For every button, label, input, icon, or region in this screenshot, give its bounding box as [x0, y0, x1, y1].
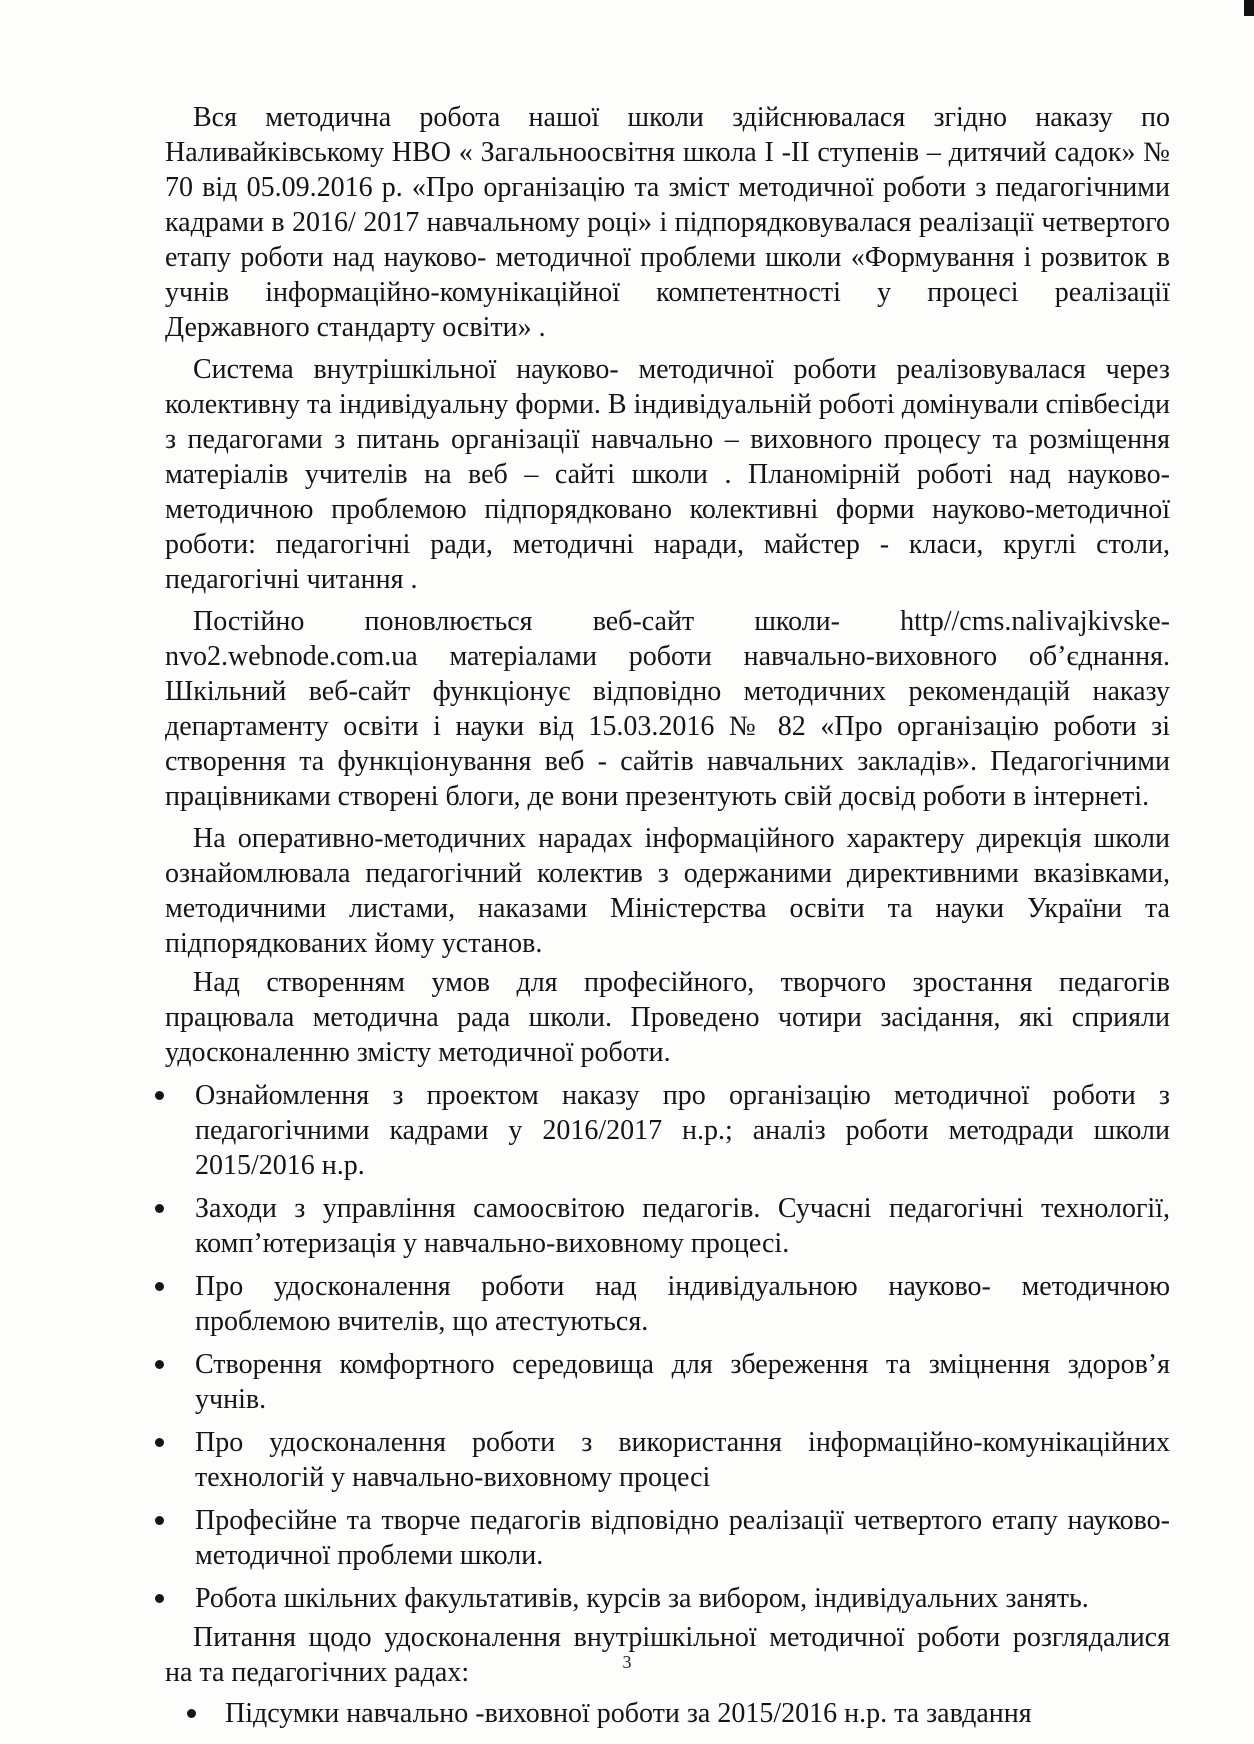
bullet-icon [155, 1516, 164, 1525]
list-item-text: Про удосконалення роботи над індивідуальною науково- методичною проблемою вчителів, що атестуються. [195, 1271, 1170, 1337]
bullet-icon [187, 1709, 196, 1718]
page-number: 3 [622, 1652, 632, 1672]
list-item-text: Створення комфортного середовища для збереження та зміцнення здоров’я учнів. [195, 1349, 1170, 1415]
bullet-icon [155, 1438, 164, 1447]
list-item [165, 1347, 1170, 1417]
paragraph-website: Постійно поновлюється веб-сайт школи- http//cms.nalivajkivske-nvo2.webnode.com.ua матеріалами роботи навчально-виховного об’єднання. Шкільний веб-сайт функціонує відповідно методичних рекомендацій наказу департаменту освіти і науки від 15.03.2016 № 82 «Про організацію роботи зі створення та функціонування веб - сайтів навчальних закладів». Педагогічними працівниками створені блоги, де вони презентують свій досвід роботи в інтернеті. [165, 606, 1170, 812]
pedagogical-council-list [165, 1696, 1170, 1731]
list-item [165, 1191, 1170, 1261]
paragraph-system: Система внутрішкільної науково- методичної роботи реалізовувалася через колективну та індивідуальну форми. В індивідуальній роботі домінували співбесіди з педагогами з питань організації навчально – виховного процесу та розміщення матеріалів учителів на веб – сайті школи . Планомірній роботі над науково- методичною проблемою підпорядковано колективні форми науково-методичної роботи: педагогічні ради, методичні наради, майстер - класи, круглі столи, педагогічні читання . [165, 354, 1170, 595]
list-item [165, 1078, 1170, 1183]
bullet-icon [155, 1282, 164, 1291]
list-item-text: Професійне та творче педагогів відповідно реалізації четвертого етапу науково-методичної проблеми школи. [195, 1505, 1170, 1571]
list-item-text: Робота шкільних факультативів, курсів за вибором, індивідуальних занять. [195, 1583, 1089, 1614]
paragraph-meetings: На оперативно-методичних нарадах інформаційного характеру дирекція школи ознайомлювала педагогічний колектив з одержаними директивними вказівками, методичними листами, наказами Міністерства освіти та науки України та підпорядкованих йому установ. [165, 823, 1170, 959]
bullet-icon [155, 1360, 164, 1369]
council-topics-list [165, 1078, 1170, 1616]
paragraph-methodical-work: Вся методична робота нашої школи здійснювалася згідно наказу по Наливайківському НВО « Загальноосвітня школа І -ІІ ступенів – дитячий садок» № 70 від 05.09.2016 р. «Про організацію та зміст методичної роботи з педагогічними кадрами в 2016/ 2017 навчальному році» і підпорядковувалася реалізації четвертого етапу роботи над науково- методичної проблеми школи «Формування і розвиток в учнів інформаційно-комунікаційної компетентності у процесі реалізації Державного стандарту освіти» . [165, 102, 1170, 343]
document-body [165, 100, 1170, 1731]
list-item-text: Ознайомлення з проектом наказу про організацію методичної роботи з педагогічними кадрами у 2016/2017 н.р.; аналіз роботи методради школи 2015/2016 н.р. [195, 1080, 1170, 1181]
list-item-text: Заходи з управління самоосвітою педагогів. Сучасні педагогічні технології, комп’ютеризація у навчально-виховному процесі. [195, 1193, 1170, 1259]
list-item [165, 1269, 1170, 1339]
list-item [165, 1503, 1170, 1573]
bullet-icon [155, 1594, 164, 1603]
list-item-text: Підсумки навчально -виховної роботи за 2015/2016 н.р. та завдання [225, 1698, 1032, 1729]
list-item [165, 1425, 1170, 1495]
list-item-text: Про удосконалення роботи з використання інформаційно-комунікаційних технологій у навчально-виховному процесі [195, 1427, 1170, 1493]
bullet-icon [155, 1204, 164, 1213]
paragraph-methodical-council: Над створенням умов для професійного, творчого зростання педагогів працювала методична рада школи. Проведено чотири засідання, які сприяли удосконаленню змісту методичної роботи. [165, 967, 1170, 1068]
list-item [165, 1696, 1170, 1731]
list-item [165, 1581, 1170, 1616]
paragraph-pedagogical-councils: Питання щодо удосконалення внутрішкільної методичної роботи розглядалися на та педагогічних радах: [165, 1622, 1170, 1688]
bullet-icon [155, 1091, 164, 1100]
scan-corner-mark [1244, 0, 1254, 16]
